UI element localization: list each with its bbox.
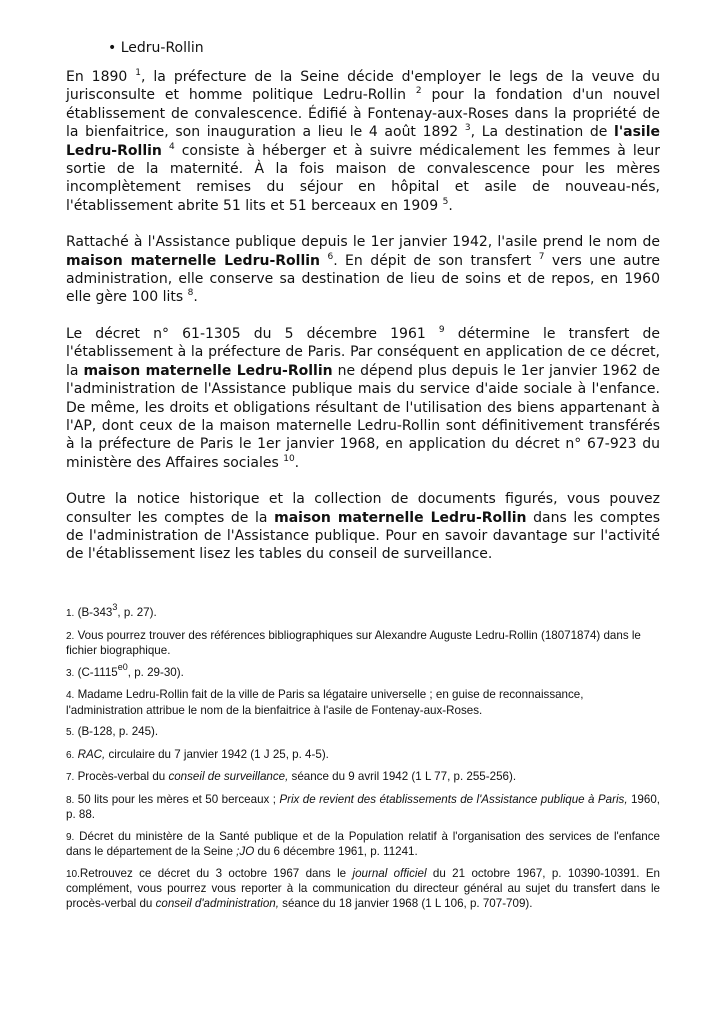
bold-term: maison maternelle Ledru-Rollin [274, 509, 527, 526]
footnote-4: 4. Madame Ledru-Rollin fait de la ville de Paris sa légataire universelle ; en guise de reconnaissance, l'administration attribue le nom de la bienfaitrice à l'asile de Fontenay-aux-Roses. [66, 688, 584, 717]
footnote-ref-8[interactable]: 8 [187, 288, 194, 299]
bold-term: maison maternelle Ledru-Rollin [66, 252, 321, 269]
main-text [66, 68, 660, 582]
footnote-ref-3[interactable]: 3 [464, 123, 471, 134]
paragraph-1: En 1890 $^1$, la préfecture de la Seine décide d'employer le legs de la veuve du jurisconsulte et homme politique Ledru-Rollin $^2$ pour la fondation d'un nouvel établissement de convalescence. Édifié à Fontenay-aux-Roses dans la propriété de la bienfaitrice, son inauguration a lieu le 4 août 1892 $^3$, La destination de l'asile Ledru-Rollin $^4$ consiste à héberger et à suivre médicalement les femmes à leur sortie de la maternité. À la fois maison de convalescence pour les mères incomplètement remises du séjour en hôpital et asile de nouveau-nés, l'établissement abrite 51 lits et 51 berceaux en 1909 $^5$. [66, 68, 660, 214]
footnote-ref-5[interactable]: 5 [442, 196, 449, 207]
section-heading [108, 38, 204, 58]
footnote-ref-7[interactable]: 7 [538, 251, 545, 262]
footnote-6: 6. RAC, circulaire du 7 janvier 1942 (1 J 25, p. 4-5). [66, 747, 329, 761]
bold-term: l'asile Ledru-Rollin [66, 124, 660, 159]
footnote-1: 1. ($B-343^3$, p. 27). [66, 602, 157, 619]
footnote-9: 9. Décret du ministère de la Santé publique et de la Population relatif à l'organisation des services de l'enfance dans le département de la Seine ;JO du 6 décembre 1961, p. 11241. [66, 829, 660, 858]
paragraph-2: Rattaché à l'Assistance publique depuis le 1er janvier 1942, l'asile prend le nom de maison maternelle Ledru-Rollin $^6$. En dépit de son transfert $^7$ vers une autre administration, elle conserve sa destination de lieu de soins et de repos, en 1960 elle gère 100 lits $^8$. [66, 234, 661, 306]
footnote-8: 8. 50 lits pour les mères et 50 berceaux ; Prix de revient des établissements de l'Assistance publique à Paris, 1960, p. 88. [66, 792, 660, 821]
footnote-ref-9[interactable]: 9 [438, 324, 445, 335]
footnote-3: 3. ($C-1115^{e0}$, p. 29-30). [66, 661, 184, 679]
footnote-ref-6[interactable]: 6 [327, 251, 334, 262]
footnote-ref-10[interactable]: 10 [283, 453, 295, 464]
footnotes [66, 602, 661, 918]
footnote-ref-4[interactable]: 4 [168, 141, 175, 152]
footnote-10: 10.Retrouvez ce décret du 3 octobre 1967 dans le journal officiel du 21 octobre 1967, p. 10390-10391. En complément, vous pourrez vous reporter à la communication du directeur général au sujet du transfert dans le procès-verbal du conseil d'administration, séance du 18 janvier 1968 (1 L 106, p. 707-709). [66, 866, 661, 910]
bullet-mark: • [108, 40, 117, 56]
section-title: Ledru-Rollin [120, 40, 204, 56]
footnote-ref-1[interactable]: 1 [135, 68, 141, 78]
footnote-2: 2. Vous pourrez trouver des références bibliographiques sur Alexandre Auguste Ledru-Rollin (18071874) dans le fichier biographique. [66, 628, 641, 657]
paragraph-4: Outre la notice historique et la collection de documents figurés, vous pouvez consulter les comptes de la maison maternelle Ledru-Rollin dans les comptes de l'administration de l'Assistance publique. Pour en savoir davantage sur l'activité de l'établissement lisez les tables du conseil de surveillance. [66, 491, 660, 563]
footnote-ref-2[interactable]: 2 [415, 86, 422, 97]
bold-term: maison maternelle Ledru-Rollin [83, 362, 333, 379]
footnote-7: 7. Procès-verbal du conseil de surveillance, séance du 9 avril 1942 (1 L 77, p. 255-256). [66, 770, 517, 783]
paragraph-3: Le décret n° 61-1305 du 5 décembre 1961 $^9$ détermine le transfert de l'établissement à la préfecture de Paris. Par conséquent en application de ce décret, la maison maternelle Ledru-Rollin ne dépend plus depuis le 1er janvier 1962 de l'administration de l'Assistance publique mais du service d'aide sociale à l'enfance. De même, les droits et obligations résultant de l'utilisation des biens appartenant à l'AP, dont ceux de la maison maternelle Ledru-Rollin sont définitivement transférés à la préfecture de Paris le 1er janvier 1968, en application du décret n° 67-923 du ministère des Affaires sociales $^{10}$. [66, 324, 661, 471]
footnote-5: 5. (B-128, p. 245). [66, 725, 159, 738]
